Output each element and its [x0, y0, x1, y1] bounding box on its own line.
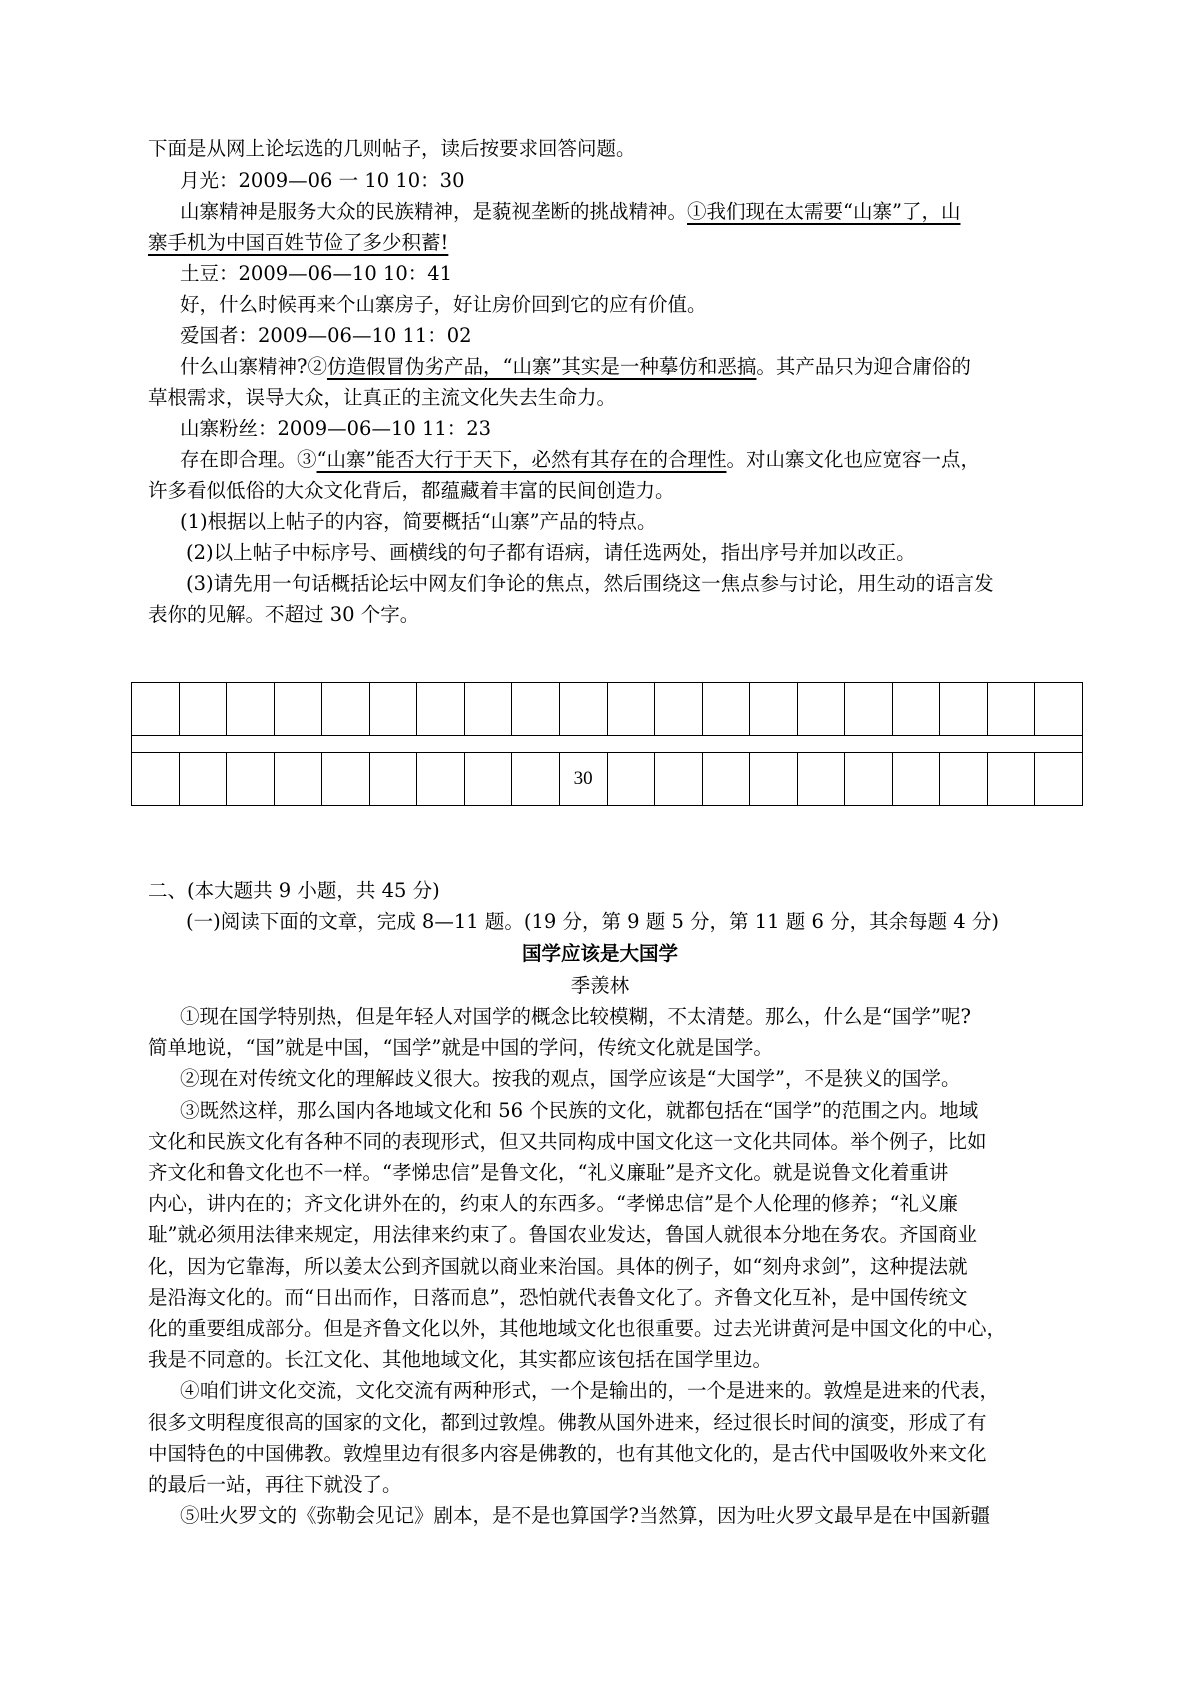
answer-grid-cell[interactable] [417, 753, 465, 806]
post-body-line [180, 447, 980, 473]
question-2: (2)以上帖子中标序号、画横线的句子都有语病，请任选两处，指出序号并加以改正。 [186, 541, 916, 564]
answer-grid-cell[interactable] [702, 753, 750, 806]
answer-grid-cell[interactable] [1035, 753, 1083, 806]
article-line: 化，因为它靠海，所以姜太公到齐国就以商业来治国。具体的例子，如“刻舟求剑”，这种提法就 [148, 1255, 968, 1278]
answer-grid-spacer-cell [132, 736, 1083, 753]
article-line: 的最后一站，再往下就没了。 [148, 1473, 402, 1496]
answer-grid-cell[interactable] [892, 683, 940, 736]
answer-grid-cell[interactable] [227, 753, 275, 806]
answer-grid-spacer [132, 736, 1083, 753]
post-body-line [180, 354, 971, 380]
answer-grid-row [132, 753, 1083, 806]
article-line: 是沿海文化的。而“日出而作，日落而息”，恐怕就代表鲁文化了。齐鲁文化互补，是中国传统文 [148, 1286, 968, 1309]
article-line: ⑤吐火罗文的《弥勒会见记》剧本，是不是也算国学?当然算，因为吐火罗文最早是在中国新疆 [180, 1504, 990, 1527]
answer-grid-cell[interactable] [797, 683, 845, 736]
post-body-line [148, 230, 448, 256]
answer-grid-cell[interactable] [322, 753, 370, 806]
post-header: 土豆：2009—06—10 10：41 [180, 262, 453, 285]
underlined-sentence-3: “山寨”能否大行于天下，必然有其存在的合理性 [316, 448, 727, 471]
answer-grid-cell[interactable] [940, 753, 988, 806]
post-header: 月光：2009—06 一 10 10：30 [180, 169, 465, 192]
article-line: 内心，讲内在的；齐文化讲外在的，约束人的东西多。“孝悌忠信”是个人伦理的修养；“礼义廉 [148, 1192, 958, 1215]
article-line: 我是不同意的。长江文化、其他地域文化，其实都应该包括在国学里边。 [148, 1348, 773, 1371]
answer-grid-cell[interactable] [750, 753, 798, 806]
answer-grid-cell[interactable] [559, 683, 607, 736]
section-subheading: (一)阅读下面的文章，完成 8—11 题。(19 分，第 9 题 5 分，第 11 题 6 分，其余每题 4 分) [186, 910, 999, 933]
answer-grid-cell[interactable] [845, 753, 893, 806]
post-body-line: 好，什么时候再来个山寨房子，好让房价回到它的应有价值。 [180, 293, 707, 316]
answer-grid-cell[interactable] [274, 683, 322, 736]
answer-grid-cell[interactable] [132, 683, 180, 736]
answer-grid-cell[interactable] [179, 683, 227, 736]
article-line: ③既然这样，那么国内各地域文化和 56 个民族的文化，就都包括在“国学”的范围之内。地域 [180, 1099, 979, 1122]
question-1: (1)根据以上帖子的内容，简要概括“山寨”产品的特点。 [180, 510, 657, 533]
article-line: ①现在国学特别热，但是年轻人对国学的概念比较模糊，不太清楚。那么，什么是“国学”呢? [180, 1005, 971, 1028]
answer-grid [131, 682, 1083, 806]
answer-grid-cell[interactable] [702, 683, 750, 736]
answer-grid-cell[interactable] [512, 753, 560, 806]
article-line: 文化和民族文化有各种不同的表现形式，但又共同构成中国文化这一文化共同体。举个例子，比如 [148, 1130, 987, 1153]
article-author: 季羡林 [570, 974, 630, 997]
underlined-sentence-2: 仿造假冒伪劣产品，“山寨”其实是一种摹仿和恶搞 [326, 355, 757, 378]
answer-grid-cell[interactable] [1035, 683, 1083, 736]
answer-grid-cell[interactable] [227, 683, 275, 736]
article-title: 国学应该是大国学 [521, 942, 678, 965]
post-text: 山寨精神是服务大众的民族精神，是藐视垄断的挑战精神。 [180, 200, 688, 223]
answer-grid-row [132, 683, 1083, 736]
answer-grid-cell[interactable] [607, 683, 655, 736]
answer-grid-cell-mark[interactable]: 30 [559, 753, 607, 806]
answer-grid-cell[interactable] [845, 683, 893, 736]
answer-grid-cell[interactable] [797, 753, 845, 806]
answer-grid-cell[interactable] [322, 683, 370, 736]
answer-grid-cell[interactable] [607, 753, 655, 806]
question-3-line2: 表你的见解。不超过 30 个字。 [148, 603, 420, 626]
answer-grid-cell[interactable] [369, 683, 417, 736]
post-body-line: 草根需求，误导大众，让真正的主流文化失去生命力。 [148, 386, 617, 409]
post-text: 存在即合理。③ [180, 448, 317, 471]
answer-grid-cell[interactable] [987, 683, 1035, 736]
post-text: 。对山寨文化也应宽容一点， [726, 448, 980, 471]
answer-grid-cell[interactable] [464, 753, 512, 806]
answer-grid-cell[interactable] [417, 683, 465, 736]
answer-grid-cell[interactable] [464, 683, 512, 736]
article-line: ②现在对传统文化的理解歧义很大。按我的观点，国学应该是“大国学”，不是狭义的国学。 [180, 1067, 961, 1090]
post-header: 山寨粉丝：2009—06—10 11：23 [180, 417, 492, 440]
article-line: 化的重要组成部分。但是齐鲁文化以外，其他地域文化也很重要。过去光讲黄河是中国文化的中心， [148, 1317, 1007, 1340]
answer-grid-cell[interactable] [655, 753, 703, 806]
question-3-line1: (3)请先用一句话概括论坛中网友们争论的焦点，然后围绕这一焦点参与讨论，用生动的语言发 [186, 572, 994, 595]
answer-grid-cell[interactable] [940, 683, 988, 736]
answer-grid-cell[interactable] [369, 753, 417, 806]
section-heading: 二、(本大题共 9 小题，共 45 分) [148, 879, 440, 902]
answer-grid-cell[interactable] [987, 753, 1035, 806]
article-line: 中国特色的中国佛教。敦煌里边有很多内容是佛教的，也有其他文化的，是古代中国吸收外来文化 [148, 1442, 987, 1465]
post-body-line: 许多看似低俗的大众文化背后，都蕴藏着丰富的民间创造力。 [148, 479, 675, 502]
article-line: 简单地说，“国”就是中国，“国学”就是中国的学问，传统文化就是国学。 [148, 1036, 773, 1059]
post-body-line [180, 199, 960, 225]
answer-grid-cell[interactable] [179, 753, 227, 806]
article-line: ④咱们讲文化交流，文化交流有两种形式，一个是输出的，一个是进来的。敦煌是进来的代表， [180, 1379, 1000, 1402]
answer-grid-cell[interactable] [512, 683, 560, 736]
answer-grid-cell[interactable] [132, 753, 180, 806]
post-header: 爱国者：2009—06—10 11：02 [180, 324, 472, 347]
post-text: 。其产品只为迎合庸俗的 [756, 355, 971, 378]
answer-grid-cell[interactable] [274, 753, 322, 806]
answer-grid-cell[interactable] [750, 683, 798, 736]
article-line: 齐文化和鲁文化也不一样。“孝悌忠信”是鲁文化，“礼义廉耻”是齐文化。就是说鲁文化着重讲 [148, 1161, 949, 1184]
answer-grid-cell[interactable] [892, 753, 940, 806]
article-line: 耻”就必须用法律来规定，用法律来约束了。鲁国农业发达，鲁国人就很本分地在务农。齐国商业 [148, 1223, 977, 1246]
intro-text: 下面是从网上论坛选的几则帖子，读后按要求回答问题。 [148, 137, 636, 160]
post-text: 什么山寨精神?② [180, 355, 327, 378]
underlined-sentence-1: ①我们现在太需要“山寨”了，山 [687, 200, 961, 223]
answer-grid-cell[interactable] [655, 683, 703, 736]
article-line: 很多文明程度很高的国家的文化，都到过敦煌。佛教从国外进来，经过很长时间的演变，形成了有 [148, 1411, 987, 1434]
underlined-sentence-1-cont: 寨手机为中国百姓节俭了多少积蓄! [148, 231, 449, 254]
